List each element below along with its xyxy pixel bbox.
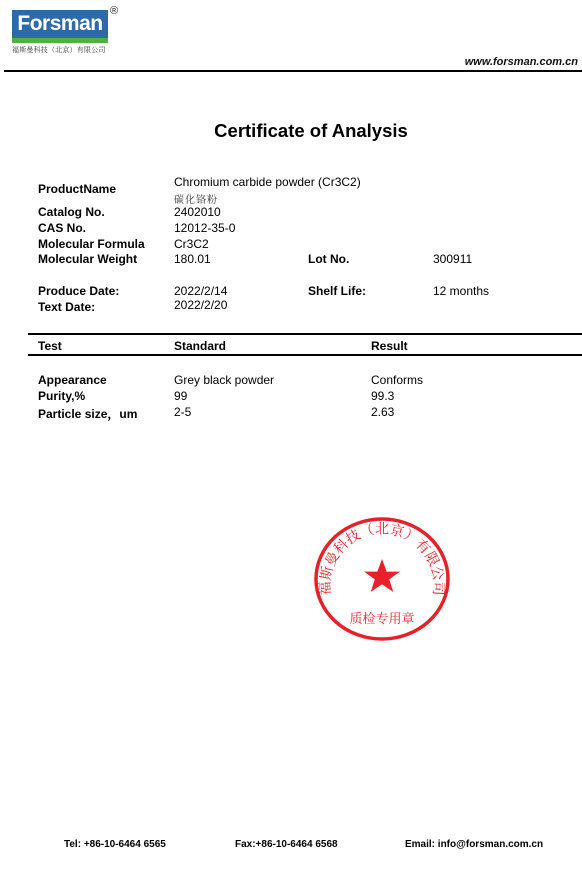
column-header-standard: Standard (174, 339, 227, 353)
logo-accent-bar (12, 38, 108, 43)
lot-value: 300911 (433, 252, 473, 266)
weight-label: Molecular Weight (38, 252, 138, 266)
cas-value: 12012-35-0 (174, 221, 236, 235)
company-logo: Forsman (12, 10, 108, 38)
test-standard: 99 (174, 389, 188, 403)
catalog-label: Catalog No. (38, 205, 105, 219)
product-name-cn: 碳化铬粉 (174, 195, 218, 206)
shelf-life-value: 12 months (433, 284, 490, 298)
test-standard: 2-5 (174, 405, 192, 419)
produce-date-label: Produce Date: (38, 284, 120, 298)
document-title: Certificate of Analysis (214, 120, 408, 141)
cas-label: CAS No. (38, 221, 86, 235)
company-name-cn: 福斯曼科技（北京）有限公司 (12, 47, 106, 54)
footer-fax: Fax:+86-10-6464 6568 (235, 839, 338, 850)
header-divider (4, 70, 582, 72)
test-result: Conforms (371, 373, 424, 387)
test-name: Purity,% (38, 389, 86, 403)
company-seal-stamp (311, 515, 453, 643)
test-standard: Grey black powder (174, 373, 275, 387)
seal-bottom-text: 质检专用章 (349, 612, 415, 627)
formula-label: Molecular Formula (38, 237, 145, 251)
footer-email[interactable]: Email: info@forsman.com.cn (405, 839, 544, 850)
column-header-result: Result (371, 339, 408, 353)
test-name: Particle size，um (38, 407, 138, 421)
star-icon (364, 559, 400, 592)
product-name-label: ProductName (38, 182, 117, 196)
shelf-life-label: Shelf Life: (308, 284, 367, 298)
lot-label: Lot No. (308, 252, 350, 266)
catalog-value: 2402010 (174, 205, 221, 219)
text-date-label: Text Date: (38, 300, 96, 314)
column-header-test: Test (38, 339, 62, 353)
test-result: 2.63 (371, 405, 395, 419)
website-link[interactable]: www.forsman.com.cn (464, 56, 578, 68)
text-date-value: 2022/2/20 (174, 298, 228, 312)
table-header-rule (28, 354, 582, 356)
test-name: Appearance (38, 373, 107, 387)
produce-date-value: 2022/2/14 (174, 284, 228, 298)
weight-value: 180.01 (174, 252, 211, 266)
formula-value: Cr3C2 (174, 237, 209, 251)
table-top-rule (28, 333, 582, 335)
product-name-value: Chromium carbide powder (Cr3C2) (174, 175, 361, 189)
seal-arc-text: 福斯曼科技（北京）有限公司 (317, 521, 447, 596)
footer-tel: Tel: +86-10-6464 6565 (64, 839, 166, 850)
test-result: 99.3 (371, 389, 395, 403)
registered-mark: ® (110, 5, 119, 17)
